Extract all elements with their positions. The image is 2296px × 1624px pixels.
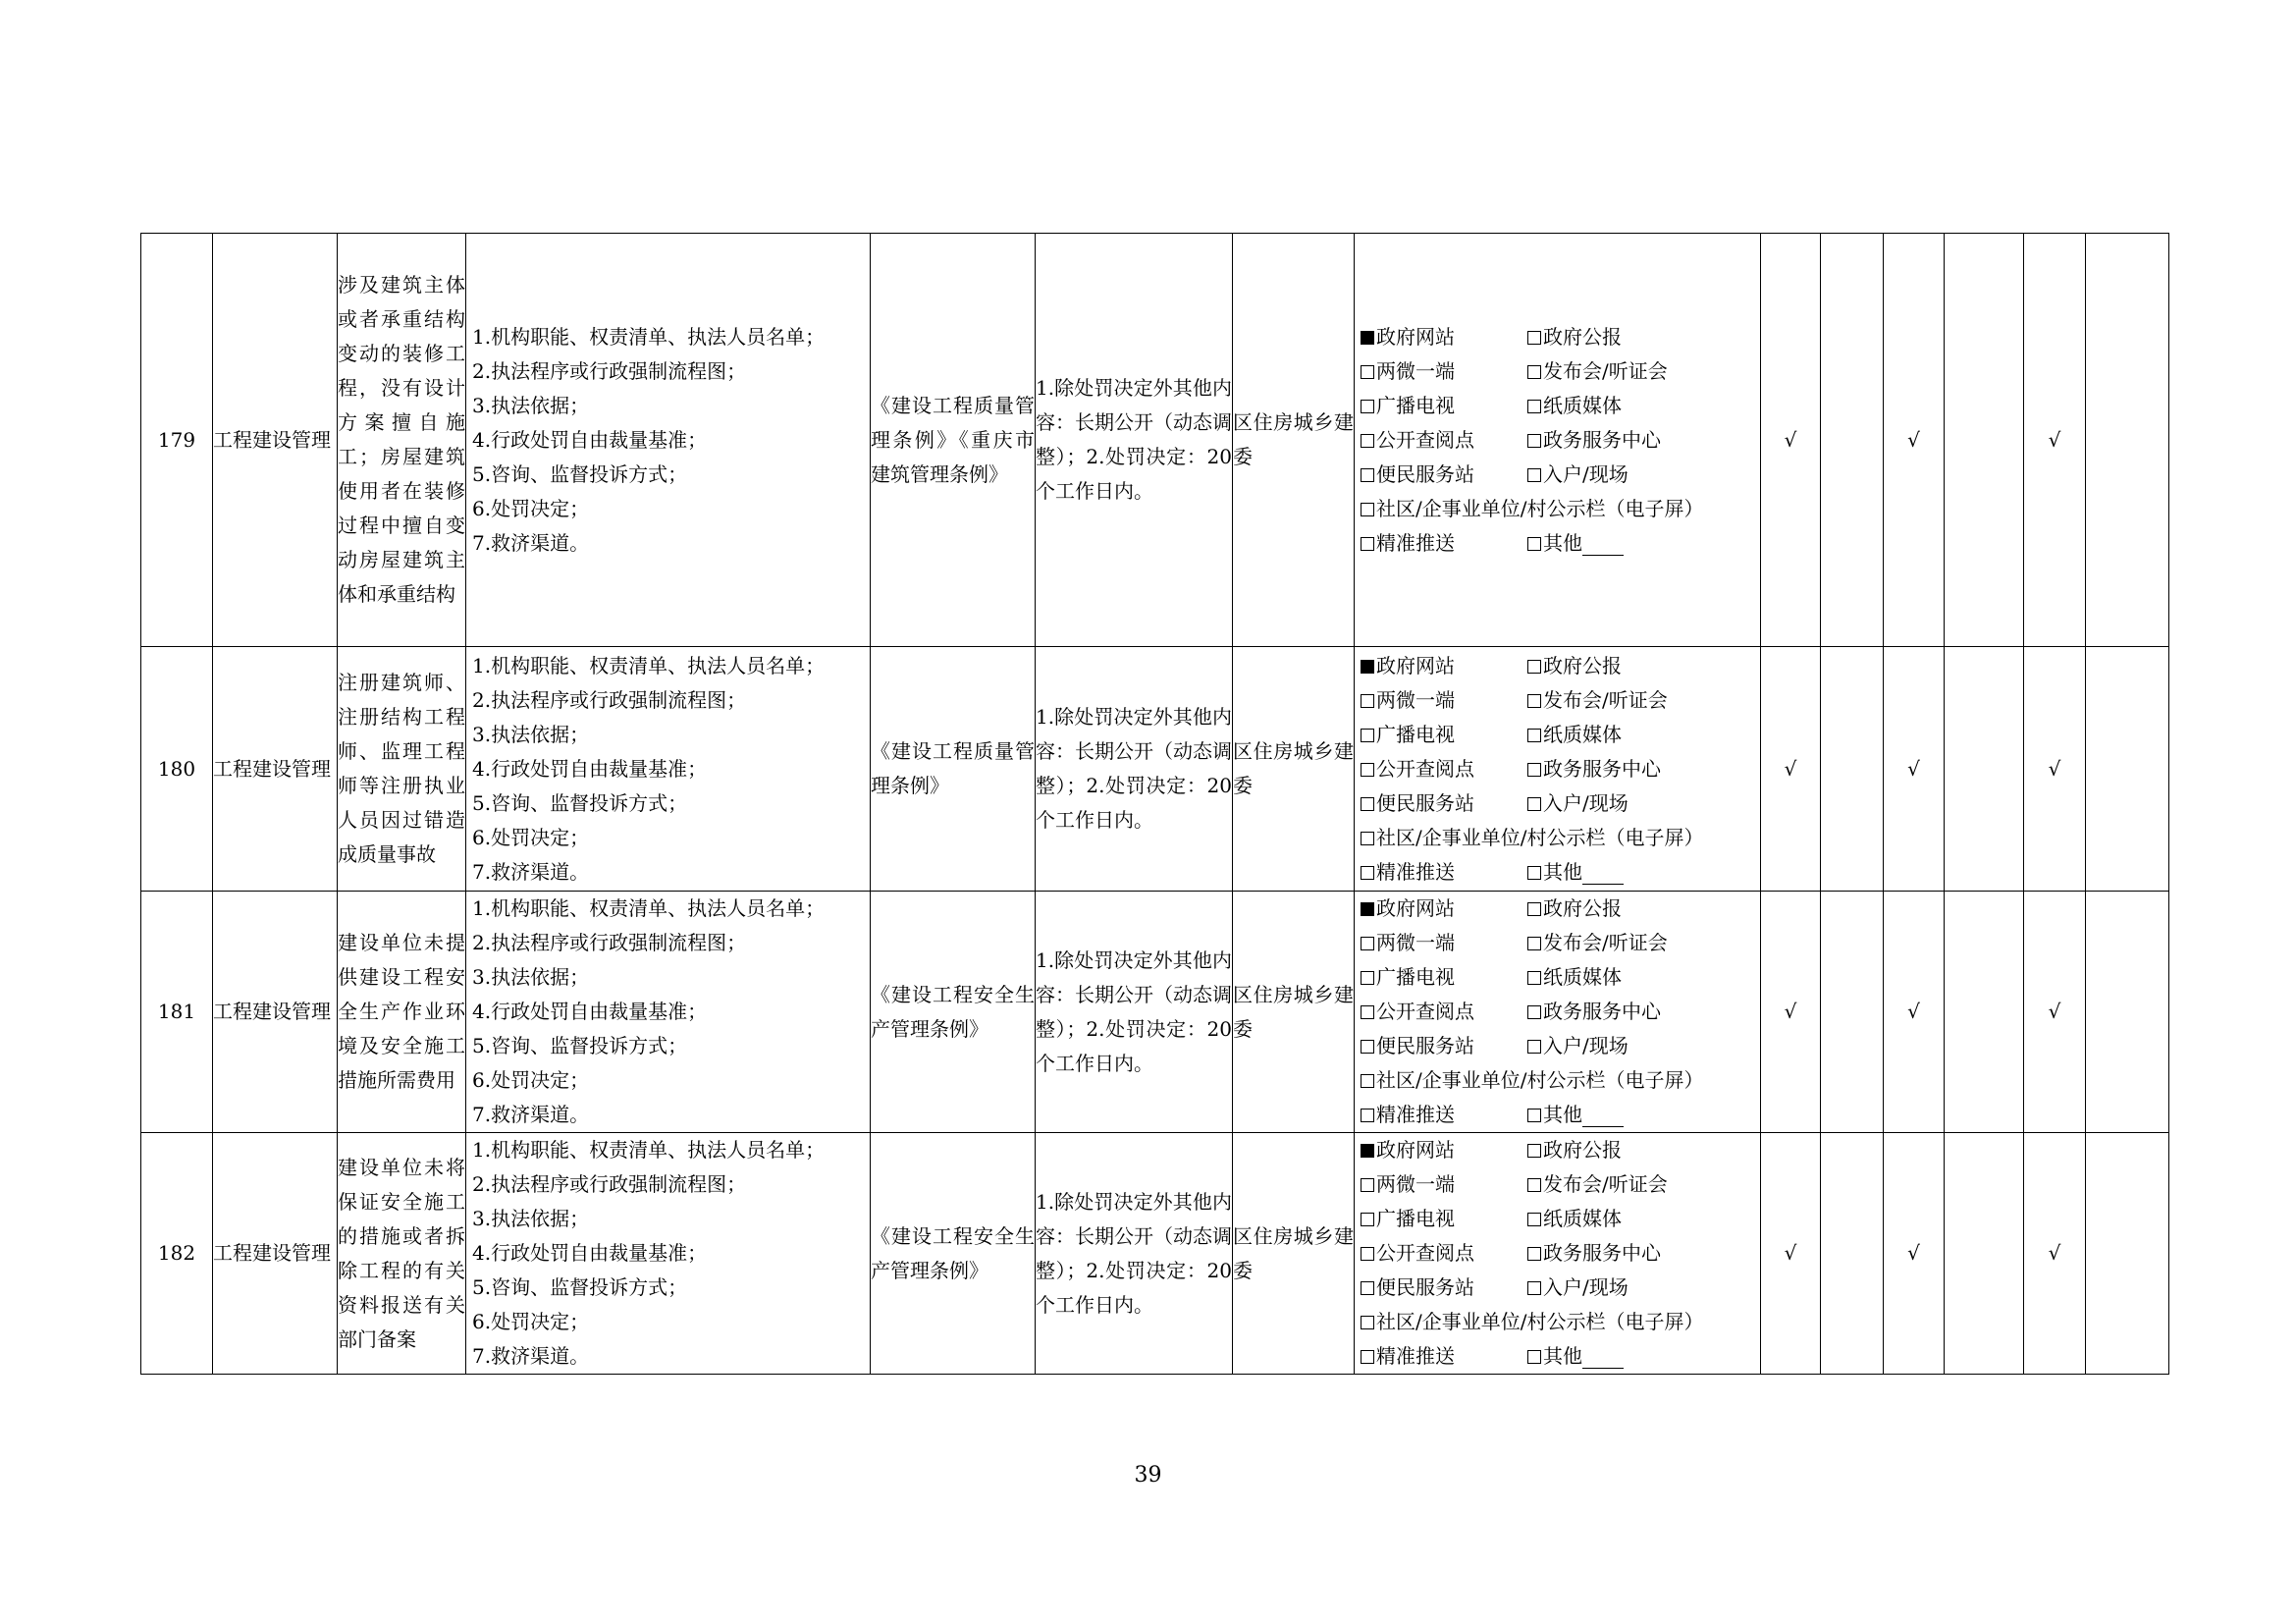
content-item: 3.执法依据； <box>472 393 590 417</box>
page-number: 39 <box>1134 1463 1162 1488</box>
check-cell <box>1821 234 1884 647</box>
channel-option: 公开查阅点 <box>1361 995 1527 1029</box>
channel-option: 两微一端 <box>1361 1167 1527 1202</box>
matter-cell: 涉及建筑主体或者承重结构变动的装修工程，没有设计方案擅自施工；房屋建筑使用者在装修过程中擅自变动房屋建筑主体和承重结构 <box>338 234 466 647</box>
checkbox-icon <box>1361 1074 1374 1088</box>
channel-option: 政务服务中心 <box>1527 1236 1754 1271</box>
checkbox-icon <box>1527 1178 1541 1192</box>
channel-option: 广播电视 <box>1361 718 1527 752</box>
content-item: 4.行政处罚自由裁量基准； <box>472 756 708 781</box>
checkbox-icon <box>1361 729 1374 742</box>
channel-option: 政府网站 <box>1361 1133 1527 1167</box>
content-cell <box>466 234 871 647</box>
checkbox-icon <box>1527 468 1541 482</box>
content-item: 5.咨询、监督投诉方式； <box>472 1034 688 1057</box>
content-item: 6.处罚决定； <box>472 1310 590 1333</box>
checkbox-icon <box>1361 763 1374 777</box>
channel-option: 两微一端 <box>1361 926 1527 960</box>
check-cell <box>1945 647 2024 892</box>
check-cell: √ <box>2024 1133 2086 1375</box>
content-item: 1.机构职能、权责清单、执法人员名单； <box>472 1138 826 1162</box>
check-cell: √ <box>1761 234 1821 647</box>
row-number: 181 <box>141 892 213 1133</box>
row-number: 180 <box>141 647 213 892</box>
check-cell: √ <box>1884 1133 1945 1375</box>
content-item: 7.救济渠道。 <box>472 530 590 555</box>
basis-cell: 《建设工程质量管理条例》 <box>871 647 1036 892</box>
checked-box-icon <box>1361 902 1374 916</box>
content-cell <box>466 892 871 1133</box>
table-row <box>141 234 2169 647</box>
channel-option: 便民服务站 <box>1361 1029 1527 1063</box>
content-list <box>466 649 870 890</box>
check-cell <box>1945 234 2024 647</box>
checkbox-icon <box>1527 400 1541 413</box>
checkbox-icon <box>1361 537 1374 551</box>
blank-line <box>1582 533 1624 556</box>
checkbox-icon <box>1361 434 1374 448</box>
checkbox-icon <box>1527 866 1541 880</box>
channel-option: 两微一端 <box>1361 683 1527 718</box>
content-item: 6.处罚决定； <box>472 1068 590 1092</box>
category-cell: 工程建设管理 <box>213 647 338 892</box>
checkbox-icon <box>1527 1281 1541 1295</box>
checkbox-icon <box>1527 797 1541 811</box>
timing-cell: 1.除处罚决定外其他内容：长期公开（动态调整）；2.处罚决定：20个工作日内。 <box>1036 647 1233 892</box>
subject-cell: 区住房城乡建委 <box>1233 647 1355 892</box>
check-cell: √ <box>1761 892 1821 1133</box>
checkbox-icon <box>1361 1213 1374 1226</box>
channel-cell <box>1355 647 1761 892</box>
checkbox-icon <box>1527 1350 1541 1364</box>
channel-option: 社区/企事业单位/村公示栏（电子屏） <box>1361 492 1754 526</box>
channel-option: 便民服务站 <box>1361 786 1527 821</box>
channel-option: 社区/企事业单位/村公示栏（电子屏） <box>1361 821 1754 855</box>
checkbox-icon <box>1527 660 1541 674</box>
content-cell <box>466 1133 871 1375</box>
checkbox-icon <box>1361 797 1374 811</box>
content-item: 3.执法依据； <box>472 722 590 746</box>
channel-option: 入户/现场 <box>1527 1271 1754 1305</box>
checkbox-icon <box>1361 1316 1374 1329</box>
content-item: 6.处罚决定； <box>472 496 590 520</box>
checkbox-icon <box>1361 694 1374 708</box>
content-item: 5.咨询、监督投诉方式； <box>472 1275 688 1299</box>
checkbox-icon <box>1361 1040 1374 1054</box>
channel-option: 便民服务站 <box>1361 458 1527 492</box>
matter-cell: 注册建筑师、注册结构工程师、监理工程师等注册执业人员因过错造成质量事故 <box>338 647 466 892</box>
check-cell: √ <box>1884 234 1945 647</box>
channel-grid <box>1355 1133 1760 1374</box>
matter-cell: 建设单位未将保证安全施工的措施或者拆除工程的有关资料报送有关部门备案 <box>338 1133 466 1375</box>
channel-option: 公开查阅点 <box>1361 1236 1527 1271</box>
channel-option: 政府公报 <box>1527 649 1754 683</box>
matter-cell: 建设单位未提供建设工程安全生产作业环境及安全施工措施所需费用 <box>338 892 466 1133</box>
content-cell <box>466 647 871 892</box>
checkbox-icon <box>1361 503 1374 516</box>
checkbox-icon <box>1361 400 1374 413</box>
content-list <box>466 892 870 1132</box>
check-cell: √ <box>1761 1133 1821 1375</box>
checkbox-icon <box>1527 971 1541 985</box>
channel-option: 社区/企事业单位/村公示栏（电子屏） <box>1361 1305 1754 1339</box>
blank-line <box>1582 862 1624 885</box>
table-body <box>141 234 2169 1375</box>
category-cell: 工程建设管理 <box>213 892 338 1133</box>
basis-cell: 《建设工程安全生产管理条例》 <box>871 1133 1036 1375</box>
content-list <box>466 1133 870 1374</box>
channel-option: 纸质媒体 <box>1527 960 1754 995</box>
subject-cell: 区住房城乡建委 <box>1233 234 1355 647</box>
channel-option: 纸质媒体 <box>1527 718 1754 752</box>
check-cell <box>2086 892 2169 1133</box>
channel-option: 发布会/听证会 <box>1527 926 1754 960</box>
blank-line <box>1582 1105 1624 1127</box>
subject-cell: 区住房城乡建委 <box>1233 1133 1355 1375</box>
check-cell <box>2086 647 2169 892</box>
checkbox-icon <box>1527 365 1541 379</box>
checkbox-icon <box>1527 331 1541 345</box>
checkbox-icon <box>1527 694 1541 708</box>
checkbox-icon <box>1361 468 1374 482</box>
channel-option: 广播电视 <box>1361 960 1527 995</box>
content-item: 7.救济渠道。 <box>472 859 590 884</box>
checkbox-icon <box>1527 1144 1541 1158</box>
checkbox-icon <box>1361 1109 1374 1122</box>
row-number: 179 <box>141 234 213 647</box>
check-cell <box>2086 234 2169 647</box>
basis-cell: 《建设工程安全生产管理条例》 <box>871 892 1036 1133</box>
channel-option: 政务服务中心 <box>1527 995 1754 1029</box>
check-cell: √ <box>2024 234 2086 647</box>
checkbox-icon <box>1527 1005 1541 1019</box>
checkbox-icon <box>1361 971 1374 985</box>
channel-cell <box>1355 234 1761 647</box>
check-cell <box>1821 647 1884 892</box>
channel-cell <box>1355 892 1761 1133</box>
channel-option: 政府公报 <box>1527 320 1754 354</box>
channel-option: 广播电视 <box>1361 1202 1527 1236</box>
content-item: 7.救济渠道。 <box>472 1344 590 1368</box>
checkbox-icon <box>1361 1178 1374 1192</box>
channel-option: 公开查阅点 <box>1361 423 1527 458</box>
channel-option: 广播电视 <box>1361 389 1527 423</box>
channel-option: 纸质媒体 <box>1527 389 1754 423</box>
content-item: 7.救济渠道。 <box>472 1103 590 1126</box>
check-cell <box>1821 1133 1884 1375</box>
channel-option: 精准推送 <box>1361 1339 1527 1374</box>
checkbox-icon <box>1361 1247 1374 1261</box>
channel-option: 政府网站 <box>1361 320 1527 354</box>
channel-option: 精准推送 <box>1361 1098 1527 1132</box>
channel-cell <box>1355 1133 1761 1375</box>
checkbox-icon <box>1361 1281 1374 1295</box>
content-item: 1.机构职能、权责清单、执法人员名单； <box>472 653 826 677</box>
timing-cell: 1.除处罚决定外其他内容：长期公开（动态调整）；2.处罚决定：20个工作日内。 <box>1036 234 1233 647</box>
content-item: 2.执法程序或行政强制流程图； <box>472 358 747 383</box>
check-cell: √ <box>2024 892 2086 1133</box>
channel-option: 政府网站 <box>1361 649 1527 683</box>
content-item: 2.执法程序或行政强制流程图； <box>472 931 747 954</box>
subject-cell: 区住房城乡建委 <box>1233 892 1355 1133</box>
timing-cell: 1.除处罚决定外其他内容：长期公开（动态调整）；2.处罚决定：20个工作日内。 <box>1036 1133 1233 1375</box>
channel-option: 其他 <box>1527 855 1754 890</box>
channel-option: 其他 <box>1527 526 1754 561</box>
checked-box-icon <box>1361 660 1374 674</box>
checked-box-icon <box>1361 331 1374 345</box>
channel-option: 精准推送 <box>1361 526 1527 561</box>
channel-option: 入户/现场 <box>1527 1029 1754 1063</box>
category-cell: 工程建设管理 <box>213 1133 338 1375</box>
check-cell <box>1945 892 2024 1133</box>
checkbox-icon <box>1527 537 1541 551</box>
content-item: 3.执法依据； <box>472 965 590 989</box>
checkbox-icon <box>1361 1350 1374 1364</box>
timing-cell: 1.除处罚决定外其他内容：长期公开（动态调整）；2.处罚决定：20个工作日内。 <box>1036 892 1233 1133</box>
check-cell <box>2086 1133 2169 1375</box>
channel-option: 发布会/听证会 <box>1527 354 1754 389</box>
channel-option: 公开查阅点 <box>1361 752 1527 786</box>
checkbox-icon <box>1361 1005 1374 1019</box>
channel-option: 便民服务站 <box>1361 1271 1527 1305</box>
check-cell: √ <box>2024 647 2086 892</box>
checked-box-icon <box>1361 1144 1374 1158</box>
content-item: 4.行政处罚自由裁量基准； <box>472 427 708 452</box>
channel-option: 发布会/听证会 <box>1527 683 1754 718</box>
content-item: 3.执法依据； <box>472 1207 590 1230</box>
content-item: 5.咨询、监督投诉方式； <box>472 790 688 815</box>
channel-option: 政府公报 <box>1527 1133 1754 1167</box>
channel-option: 其他 <box>1527 1339 1754 1374</box>
content-item: 2.执法程序或行政强制流程图； <box>472 687 747 712</box>
content-item: 4.行政处罚自由裁量基准； <box>472 1241 708 1265</box>
checkbox-icon <box>1527 729 1541 742</box>
channel-option: 发布会/听证会 <box>1527 1167 1754 1202</box>
channel-grid <box>1355 892 1760 1132</box>
channel-grid <box>1355 320 1760 561</box>
content-item: 5.咨询、监督投诉方式； <box>472 461 688 486</box>
content-item: 1.机构职能、权责清单、执法人员名单； <box>472 324 826 349</box>
checkbox-icon <box>1527 1213 1541 1226</box>
check-cell: √ <box>1761 647 1821 892</box>
checkbox-icon <box>1527 902 1541 916</box>
channel-grid <box>1355 649 1760 890</box>
channel-option: 政务服务中心 <box>1527 752 1754 786</box>
checkbox-icon <box>1361 937 1374 950</box>
check-cell <box>1945 1133 2024 1375</box>
table-row <box>141 892 2169 1133</box>
checkbox-icon <box>1361 866 1374 880</box>
channel-option: 政府公报 <box>1527 892 1754 926</box>
channel-option: 社区/企事业单位/村公示栏（电子屏） <box>1361 1063 1754 1098</box>
checkbox-icon <box>1527 1247 1541 1261</box>
checkbox-icon <box>1527 1040 1541 1054</box>
category-cell: 工程建设管理 <box>213 234 338 647</box>
content-list <box>466 320 870 561</box>
checkbox-icon <box>1527 763 1541 777</box>
channel-option: 入户/现场 <box>1527 786 1754 821</box>
content-item: 2.执法程序或行政强制流程图； <box>472 1172 747 1196</box>
checkbox-icon <box>1527 1109 1541 1122</box>
checkbox-icon <box>1361 365 1374 379</box>
check-cell <box>1821 892 1884 1133</box>
checkbox-icon <box>1361 832 1374 845</box>
channel-option: 入户/现场 <box>1527 458 1754 492</box>
channel-option: 两微一端 <box>1361 354 1527 389</box>
channel-option: 政府网站 <box>1361 892 1527 926</box>
row-number: 182 <box>141 1133 213 1375</box>
content-item: 6.处罚决定； <box>472 825 590 849</box>
checkbox-icon <box>1527 434 1541 448</box>
channel-option: 其他 <box>1527 1098 1754 1132</box>
checkbox-icon <box>1527 937 1541 950</box>
blank-line <box>1582 1346 1624 1369</box>
channel-option: 精准推送 <box>1361 855 1527 890</box>
content-item: 4.行政处罚自由裁量基准； <box>472 1000 708 1023</box>
table-row <box>141 1133 2169 1375</box>
disclosure-table <box>140 233 2169 1375</box>
basis-cell: 《建设工程质量管理条例》《重庆市建筑管理条例》 <box>871 234 1036 647</box>
channel-option: 政务服务中心 <box>1527 423 1754 458</box>
check-cell: √ <box>1884 647 1945 892</box>
channel-option: 纸质媒体 <box>1527 1202 1754 1236</box>
table-row <box>141 647 2169 892</box>
content-item: 1.机构职能、权责清单、执法人员名单； <box>472 896 826 920</box>
check-cell: √ <box>1884 892 1945 1133</box>
